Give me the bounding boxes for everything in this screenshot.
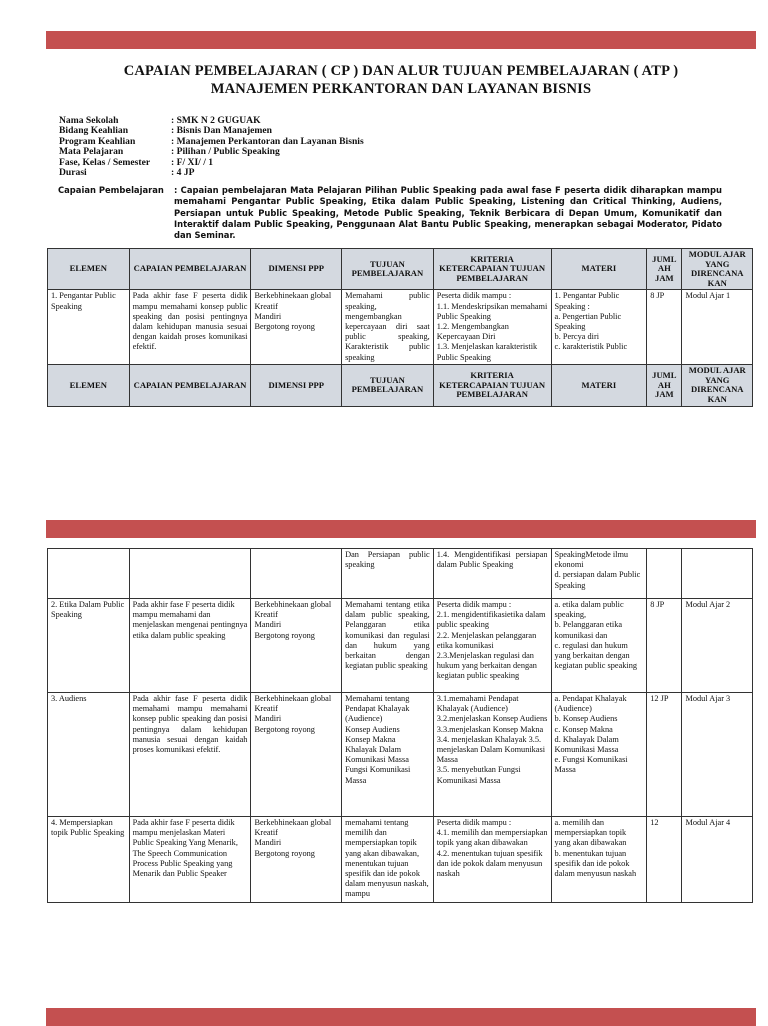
cell-modul: Modul Ajar 4 [682, 817, 753, 903]
cell-materi: 1. Pengantar Public Speaking : a. Pengertian Public Speaking b. Percya diri c. karakteristik Public [551, 290, 647, 364]
cell-materi: a. memilih dan mempersiapkan topik yang akan dibawakan b. menentukan tujuan spesifik dan ide pokok dalam menyusun naskah [551, 817, 647, 903]
cell-elemen: 3. Audiens [48, 693, 130, 817]
info-value: : Pilihan / Public Speaking [171, 146, 280, 158]
cell-kriteria: Peserta didik mampu : 4.1. memilih dan mempersiapkan topik yang akan dibawakan 4.2. menentukan tujuan spesifik dan ide pokok dalam menyusun naskah [433, 817, 551, 903]
table-row [48, 599, 753, 693]
cell-capaian [129, 549, 251, 599]
table-row [48, 290, 753, 364]
cell-jam: 12 [647, 817, 682, 903]
header-bar [46, 31, 756, 49]
cell-jam: 12 JP [647, 693, 682, 817]
info-row [59, 147, 724, 157]
info-row [59, 126, 724, 136]
identity-block [59, 116, 724, 178]
header-jam: JUML AH JAM [647, 249, 682, 290]
header-materi: MATERI [551, 249, 647, 290]
header-kriteria: KRITERIA KETERCAPAIAN TUJUAN PEMBELAJARAN [433, 364, 551, 406]
cell-materi: a. etika dalam public speaking, b. Pelanggaran etika komunikasi dan c. regulasi dan hukum yang berkaitan dengan kegiatan public speaking [551, 599, 647, 693]
cell-dimensi: Berkebhinekaan global Kreatif Mandiri Bergotong royong [251, 599, 342, 693]
table-row [48, 549, 753, 599]
header-elemen: ELEMEN [48, 249, 130, 290]
cell-materi: SpeakingMetode ilmu ekonomi d. persiapan dalam Public Speaking [551, 549, 647, 599]
cell-elemen: 2. Etika Dalam Public Speaking [48, 599, 130, 693]
info-value: : SMK N 2 GUGUAK [171, 115, 261, 126]
cell-kriteria: 3.1.memahami Pendapat Khalayak (Audience) 3.2.menjelaskan Konsep Audiens 3.3.menjelaskan Konsep Makna 3.4. menjelaskan Khalayak 3.5. menjelaskan Dalam Komunikasi Massa 3.5. menyebutkan Fungsi Komunikasi Massa [433, 693, 551, 817]
cell-capaian: Pada akhir fase F peserta didik mampu memahami dan menjelaskan mengenai pentingnya etika dalam public speaking [129, 599, 251, 693]
page-divider-bar [46, 520, 756, 538]
atp-table-page1 [47, 248, 753, 407]
info-label: Fase, Kelas / Semester [59, 156, 151, 168]
cell-tujuan: Memahami tentang etika dalam public speaking, Pelanggaran etika komunikasi dan regulasi dan hukum yang berkaitan dengan kegiatan public speaking [342, 599, 434, 693]
cp-label: Capaian Pembelajaran [58, 185, 164, 195]
header-tujuan: TUJUAN PEMBELAJARAN [342, 364, 434, 406]
header-jam: JUML AH JAM [647, 364, 682, 406]
info-label: Program Keahlian [59, 135, 136, 147]
info-value: : 4 JP [171, 167, 195, 179]
cell-modul: Modul Ajar 1 [682, 290, 753, 364]
cell-materi: a. Pendapat Khalayak (Audience) b. Konsep Audiens c. Konsep Makna d. Khalayak Dalam Komunikasi Massa e. Fungsi Komunikasi Massa [551, 693, 647, 817]
cell-modul [682, 549, 753, 599]
info-value: : Bisnis Dan Manajemen [171, 125, 273, 137]
info-value: : Manajemen Perkantoran dan Layanan Bisnis [171, 135, 364, 147]
header-modul: MODUL AJAR YANG DIRENCANA KAN [682, 249, 753, 290]
cell-dimensi: Berkebhinekaan global Kreatif Mandiri Bergotong royong [251, 693, 342, 817]
header-modul: MODUL AJAR YANG DIRENCANA KAN [682, 364, 753, 406]
header-kriteria: KRITERIA KETERCAPAIAN TUJUAN PEMBELAJARAN [433, 249, 551, 290]
document-title: CAPAIAN PEMBELAJARAN ( CP ) DAN ALUR TUJUAN PEMBELAJARAN ( ATP ) [123, 63, 679, 79]
cell-modul: Modul Ajar 2 [682, 599, 753, 693]
header-tujuan: TUJUAN PEMBELAJARAN [342, 249, 434, 290]
cell-tujuan: Memahami public speaking, mengembangkan kepercayaan diri saat public speaking, Karakteristik public speaking [342, 290, 434, 364]
cp-text: : Capaian pembelajaran Mata Pelajaran Pilihan Public Speaking pada awal fase F peserta didik diharapkan mampu memahami Pengantar Public Speaking, Etika dalam Public Speaking, Listening dan Critical Thinking, Audiens, Persiapan untuk Public Speaking, Metode Public Speaking, Teknik Berbicara di Depan Umum, Komunikatif dan Interaktif dalam Public Speaking, Penggunaan Alat Bantu Public Speaking, menerapkan sebagai Moderator, Pidato dan Seminar. [174, 185, 722, 241]
info-label: Mata Pelajaran [59, 146, 124, 158]
cell-jam: 8 JP [647, 599, 682, 693]
info-row [59, 168, 724, 178]
document-subtitle: MANAJEMEN PERKANTORAN DAN LAYANAN BISNIS [210, 81, 592, 97]
header-dimensi: DIMENSI PPP [251, 249, 342, 290]
table-row [48, 817, 753, 903]
cell-jam: 8 JP [647, 290, 682, 364]
atp-table-page2 [47, 548, 753, 903]
info-label: Nama Sekolah [59, 115, 119, 126]
cell-capaian: Pada akhir fase F peserta didik memahami mampu memahami konsep public speaking dan posisi pentingnya dalam kehidupan manusia sesuai dengan kaidah proses komunikasi efektif. [129, 693, 251, 817]
cell-modul: Modul Ajar 3 [682, 693, 753, 817]
cell-tujuan: Memahami tentang Pendapat Khalayak (Audience) Konsep Audiens Konsep Makna Khalayak Dalam Komunikasi Massa Fungsi Komunikasi Massa [342, 693, 434, 817]
info-label: Bidang Keahlian [59, 125, 129, 137]
cell-capaian: Pada akhir fase F peserta didik mampu menjelaskan Materi Public Speaking Yang Menarik, The Speech Communication Process Public Speaking yang Menarik dan Public Speaker [129, 817, 251, 903]
info-row [59, 158, 724, 168]
cell-tujuan: Dan Persiapan public speaking [342, 549, 434, 599]
header-capaian: CAPAIAN PEMBELAJARAN [129, 364, 251, 406]
cell-dimensi [251, 549, 342, 599]
cell-jam [647, 549, 682, 599]
cell-elemen: 1. Pengantar Public Speaking [48, 290, 130, 364]
info-row [59, 116, 724, 126]
cell-tujuan: memahami tentang memilih dan mempersiapkan topik yang akan dibawakan, menentukan tujuan spesifik dan ide pokok dalam menyusun naskah, mampu [342, 817, 434, 903]
cell-elemen: 4. Mempersiapkan topik Public Speaking [48, 817, 130, 903]
cell-elemen [48, 549, 130, 599]
header-dimensi: DIMENSI PPP [251, 364, 342, 406]
header-materi: MATERI [551, 364, 647, 406]
cell-kriteria: Peserta didik mampu : 2.1. mengidentifikasietika dalam public speaking 2.2. Menjelaskan pelanggaran etika komunikasi 2.3.Menjelaskan regulasi dan hukum yang berkaitan dengan kegiatan public speaking [433, 599, 551, 693]
cell-dimensi: Berkebhinekaan global Kreatif Mandiri Bergotong royong [251, 817, 342, 903]
info-row [59, 137, 724, 147]
header-capaian: CAPAIAN PEMBELAJARAN [129, 249, 251, 290]
info-label: Durasi [59, 167, 87, 179]
cell-kriteria: 1.4. Mengidentifikasi persiapan dalam Public Speaking [433, 549, 551, 599]
cell-kriteria: Peserta didik mampu : 1.1. Mendeskripsikan memahami Public Speaking 1.2. Mengembangkan Kepercayaan Diri 1.3. Menjelaskan karakteristik Public Speaking [433, 290, 551, 364]
header-elemen: ELEMEN [48, 364, 130, 406]
capaian-pembelajaran-block [58, 185, 723, 241]
cell-capaian: Pada akhir fase F peserta didik mampu memahami konsep public speaking dan posisi pentingnya dalam kehidupan manusia sesuai dengan kaidah proses komunikasi efektif. [129, 290, 251, 364]
table-row [48, 693, 753, 817]
footer-bar [46, 1008, 756, 1026]
info-value: : F/ XI/ / 1 [171, 156, 214, 168]
cell-dimensi: Berkebhinekaan global Kreatif Mandiri Bergotong royong [251, 290, 342, 364]
